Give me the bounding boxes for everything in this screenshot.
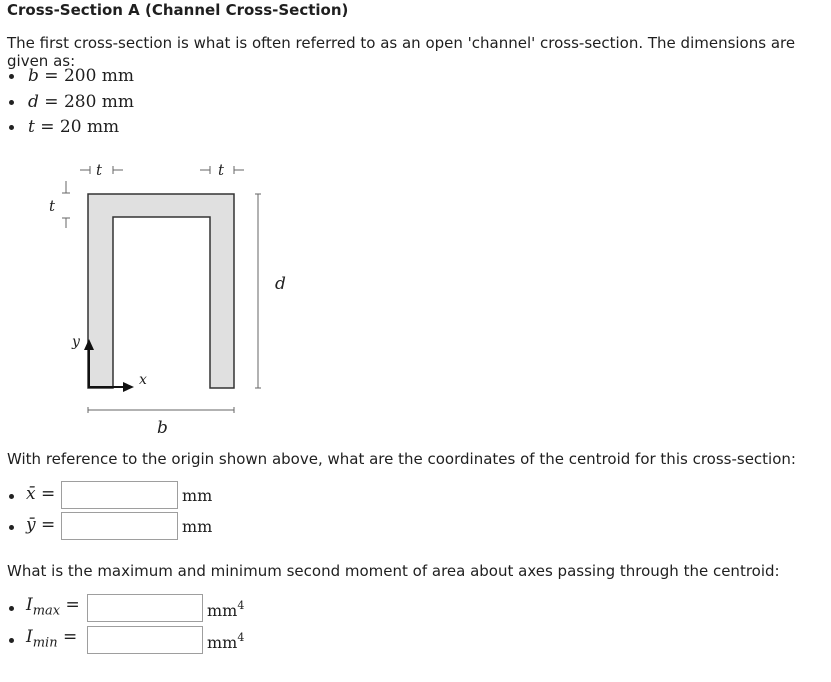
bullet xyxy=(9,638,14,643)
channel-shape xyxy=(88,194,234,388)
centroid-y-unit: mm xyxy=(182,517,213,536)
dim-value-d: 280 mm xyxy=(63,92,135,112)
label-d: d xyxy=(275,274,286,294)
imax-unit: $mm^4$ xyxy=(207,599,245,620)
section-title: Cross-Section A (Channel Cross-Section) xyxy=(7,1,349,19)
bullet xyxy=(9,525,14,530)
dim-var-d: d xyxy=(28,92,39,112)
label-t-side: t xyxy=(49,197,56,215)
imin-input[interactable] xyxy=(87,626,203,654)
label-imin: $I_{min}$ = xyxy=(26,627,78,651)
imax-input[interactable] xyxy=(87,594,203,622)
label-b: b xyxy=(157,418,168,438)
intro-text: The first cross-section is what is often referred to as an open 'channel' cross-section. The dimensions are given as: xyxy=(7,34,796,70)
label-x: x xyxy=(139,372,147,388)
label-t-top-left: t xyxy=(96,161,103,179)
d-dimension xyxy=(255,194,261,388)
t-dimension-side xyxy=(62,181,70,228)
label-imax: $I_{max}$ = xyxy=(26,595,80,619)
bullet xyxy=(9,494,14,499)
bullet xyxy=(9,606,14,611)
label-y-bar: ȳ = xyxy=(26,515,56,535)
centroid-x-input[interactable] xyxy=(61,481,178,509)
centroid-x-unit: mm xyxy=(182,486,213,505)
dim-value-b: 200 mm xyxy=(63,66,135,86)
dim-value-t: 20 mm xyxy=(59,117,120,137)
centroid-y-input[interactable] xyxy=(61,512,178,540)
moment-question: What is the maximum and minimum second moment of area about axes passing through the centroid: xyxy=(7,562,780,580)
centroid-question: With reference to the origin shown above, what are the coordinates of the centroid for this cross-section: xyxy=(7,450,796,468)
label-x-bar: x̄ = xyxy=(26,484,56,504)
imin-unit: $mm^4$ xyxy=(207,631,245,652)
label-y: y xyxy=(72,334,80,350)
dim-var-b: b xyxy=(28,66,39,86)
label-t-top-right: t xyxy=(218,161,225,179)
dim-var-t: t xyxy=(28,117,35,137)
b-dimension xyxy=(88,407,234,413)
